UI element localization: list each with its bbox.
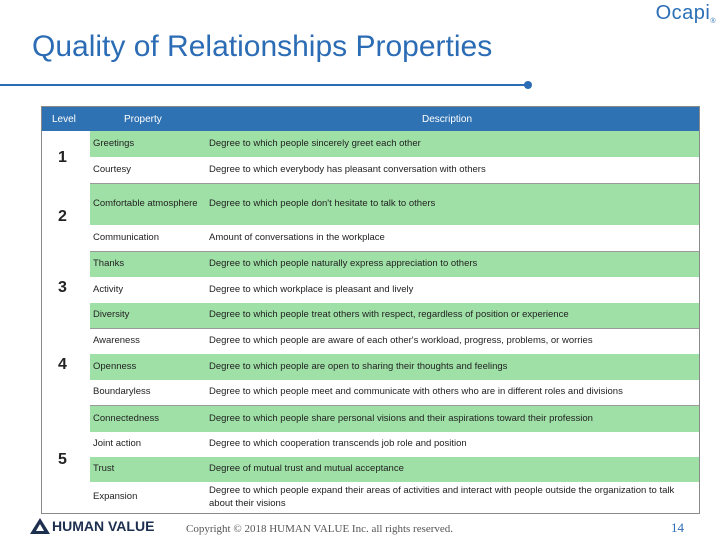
description-cell: Degree to which people don't hesitate to talk to others	[209, 198, 436, 210]
level-label-3: 3	[58, 279, 67, 296]
table-row	[90, 225, 699, 251]
table-row	[90, 457, 699, 482]
copyright-text: Copyright © 2018 HUMAN VALUE Inc. all rights reserved.	[186, 523, 454, 535]
property-cell: Connectedness	[93, 412, 160, 424]
property-cell: Greetings	[93, 137, 135, 149]
properties-table	[41, 106, 700, 514]
property-cell: Boundaryless	[93, 386, 151, 398]
property-cell: Communication	[93, 231, 159, 243]
level-label-4: 4	[58, 356, 67, 373]
description-cell: Degree to which everybody has pleasant conversation with others	[209, 163, 486, 175]
table-row	[90, 252, 699, 277]
column-header-property: Property	[124, 114, 162, 125]
property-cell: Diversity	[93, 309, 130, 321]
table-row	[90, 380, 699, 405]
description-cell: Degree to which cooperation transcends job role and position	[209, 438, 467, 450]
property-cell: Courtesy	[93, 163, 132, 175]
table-row	[90, 303, 699, 328]
property-cell: Trust	[93, 463, 115, 475]
property-cell: Thanks	[93, 258, 125, 270]
ocapi-logo	[656, 2, 716, 25]
property-cell: Comfortable atmosphere	[93, 198, 198, 210]
table-row	[90, 354, 699, 380]
description-cell: Degree to which people expand their areas of activities and interact with people outside the organization to talk about their visions	[209, 485, 675, 509]
human-value-logo	[30, 518, 154, 534]
level-label-1: 1	[58, 149, 67, 166]
description-cell: Degree to which people meet and communicate with others who are in different roles and divisions	[209, 386, 623, 398]
title-underline	[0, 84, 528, 86]
property-cell: Activity	[93, 283, 124, 295]
ocapi-logo-text: Ocapi	[655, 2, 711, 24]
human-value-logo-icon	[30, 518, 50, 534]
description-cell: Degree to which people are aware of each other's workload, progress, problems, or worries	[209, 335, 593, 347]
page-title: Quality of Relationships Properties	[32, 30, 493, 63]
column-header-description: Description	[422, 114, 473, 125]
description-cell: Degree of mutual trust and mutual acceptance	[209, 463, 404, 475]
property-cell: Expansion	[93, 491, 138, 503]
description-cell: Amount of conversations in the workplace	[209, 231, 385, 243]
page-number: 14	[671, 520, 684, 535]
description-cell: Degree to which workplace is pleasant and lively	[209, 283, 414, 295]
table-row	[90, 157, 699, 183]
property-cell: Awareness	[93, 335, 140, 347]
registered-mark: ®	[710, 18, 716, 25]
table-header	[42, 107, 699, 131]
description-cell: Degree to which people treat others with respect, regardless of position or experience	[209, 309, 569, 321]
human-value-logo-text: HUMAN VALUE	[52, 518, 155, 534]
table-row	[90, 131, 699, 157]
property-cell: Joint action	[93, 438, 142, 450]
table-row	[90, 277, 699, 303]
description-cell: Degree to which people naturally express appreciation to others	[209, 258, 478, 270]
table-row	[90, 432, 699, 457]
property-cell: Openness	[93, 360, 137, 372]
table-row	[90, 406, 699, 432]
description-cell: Degree to which people are open to sharing their thoughts and feelings	[209, 360, 508, 372]
description-cell: Degree to which people sincerely greet each other	[209, 137, 421, 149]
description-cell: Degree to which people share personal visions and their aspirations toward their profession	[209, 412, 593, 424]
level-label-2: 2	[58, 208, 67, 225]
table-row	[90, 329, 699, 354]
title-underline-dot	[524, 81, 532, 89]
table-row	[90, 184, 699, 225]
level-label-5: 5	[58, 451, 67, 468]
table-row	[90, 482, 699, 513]
column-header-level: Level	[52, 114, 76, 125]
